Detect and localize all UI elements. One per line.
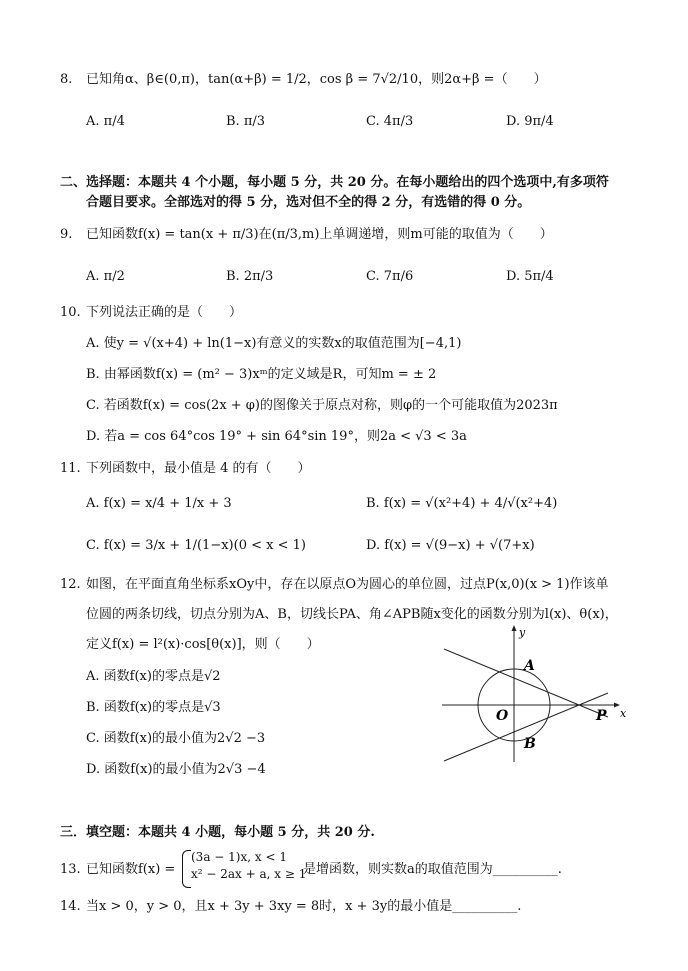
q11-number: 11.	[60, 461, 81, 476]
figure-label-x: x	[620, 707, 627, 720]
q14-number: 14.	[60, 899, 81, 914]
q12-option-a: A. 函数f(x)的零点是√2	[86, 669, 221, 684]
figure-label-b: B	[524, 736, 536, 752]
q9-number: 9.	[60, 227, 73, 242]
q9-option-d: D. 5π/4	[506, 269, 554, 284]
q9-stem: 已知函数f(x) = tan(x + π/3)在(π/3,m)上单调递增，则m可能的取值为（ ）	[86, 227, 553, 242]
q13-case1: (3a − 1)x, x < 1	[191, 850, 287, 864]
q12-figure	[436, 622, 636, 772]
q8-option-d: D. 9π/4	[506, 114, 554, 129]
figure-label-p: P	[596, 708, 607, 724]
q8-option-c: C. 4π/3	[366, 114, 414, 129]
q11-stem: 下列函数中，最小值是 4 的有（ ）	[86, 461, 311, 476]
q12-stem-line3: 定义f(x) = l²(x)·cos[θ(x)]，则（ ）	[86, 637, 320, 652]
q12-stem-line2: 位圆的两条切线，切点分别为A、B，切线长PA、角∠APB随x变化的函数分别为l(x)、θ(x)，	[86, 607, 618, 622]
q11-option-d: D. f(x) = √(9−x) + √(7+x)	[366, 538, 535, 553]
q10-number: 10.	[60, 305, 81, 320]
figure-label-o: O	[496, 708, 509, 724]
q10-option-a: A. 使y = √(x+4) + ln(1−x)有意义的实数x的取值范围为[−4,1)	[86, 336, 462, 351]
q9-option-a: A. π/2	[86, 269, 125, 284]
q10-option-d: D. 若a = cos 64°cos 19° + sin 64°sin 19°，则2a < √3 < 3a	[86, 429, 467, 444]
q13-pre: 已知函数f(x) =	[86, 862, 176, 877]
q13-post: 是增函数，则实数a的取值范围为__________.	[303, 862, 562, 877]
q8-stem: 已知角α、β∈(0,π)，tan(α+β) = 1/2，cos β = 7√2/10，则2α+β =（ ）	[86, 72, 547, 87]
q9-option-c: C. 7π/6	[366, 269, 414, 284]
figure-y-arrow	[512, 625, 517, 631]
q8-option-b: B. π/3	[226, 114, 266, 129]
q12-option-d: D. 函数f(x)的最小值为2√3 −4	[86, 762, 266, 777]
q9-option-b: B. 2π/3	[226, 269, 274, 284]
q8-option-a: A. π/4	[86, 114, 125, 129]
section-3-heading: 三．填空题：本题共 4 小题，每小题 5 分，共 20 分.	[60, 825, 375, 840]
q12-stem-line1: 如图，在平面直角坐标系xOy中，存在以原点O为圆心的单位圆，过点P(x,0)(x > 1)作该单	[86, 577, 609, 592]
q11-option-a: A. f(x) = x/4 + 1/x + 3	[86, 496, 232, 511]
q10-option-c: C. 若函数f(x) = cos(2x + φ)的图像关于原点对称，则φ的一个可能取值为2023π	[86, 398, 558, 413]
q12-option-b: B. 函数f(x)的零点是√3	[86, 700, 221, 715]
q8-number: 8.	[60, 72, 73, 87]
q14-stem: 当x > 0，y > 0，且x + 3y + 3xy = 8时，x + 3y的最小值是__________.	[86, 899, 522, 914]
q13-brace	[182, 850, 191, 888]
q10-option-b: B. 由幂函数f(x) = (m² − 3)xᵐ的定义域是R，可知m = ± 2	[86, 367, 437, 382]
q10-stem: 下列说法正确的是（ ）	[86, 305, 243, 320]
figure-label-y: y	[519, 626, 526, 639]
q11-option-b: B. f(x) = √(x²+4) + 4/√(x²+4)	[366, 496, 558, 511]
section-2-heading: 二、选择题：本题共 4 个小题，每小题 5 分，共 20 分。在每小题给出的四个选项中,有多项符	[60, 175, 609, 190]
section-2-heading-cont: 合题目要求。全部选对的得 5 分，选对但不全的得 2 分，有选错的得 0 分。	[86, 195, 531, 210]
q12-number: 12.	[60, 577, 81, 592]
q12-option-c: C. 函数f(x)的最小值为2√2 −3	[86, 731, 266, 746]
q13-number: 13.	[60, 862, 81, 877]
figure-label-a: A	[524, 658, 535, 674]
q13-case2: x² − 2ax + a, x ≥ 1	[191, 867, 307, 881]
q11-option-c: C. f(x) = 3/x + 1/(1−x)(0 < x < 1)	[86, 538, 306, 553]
